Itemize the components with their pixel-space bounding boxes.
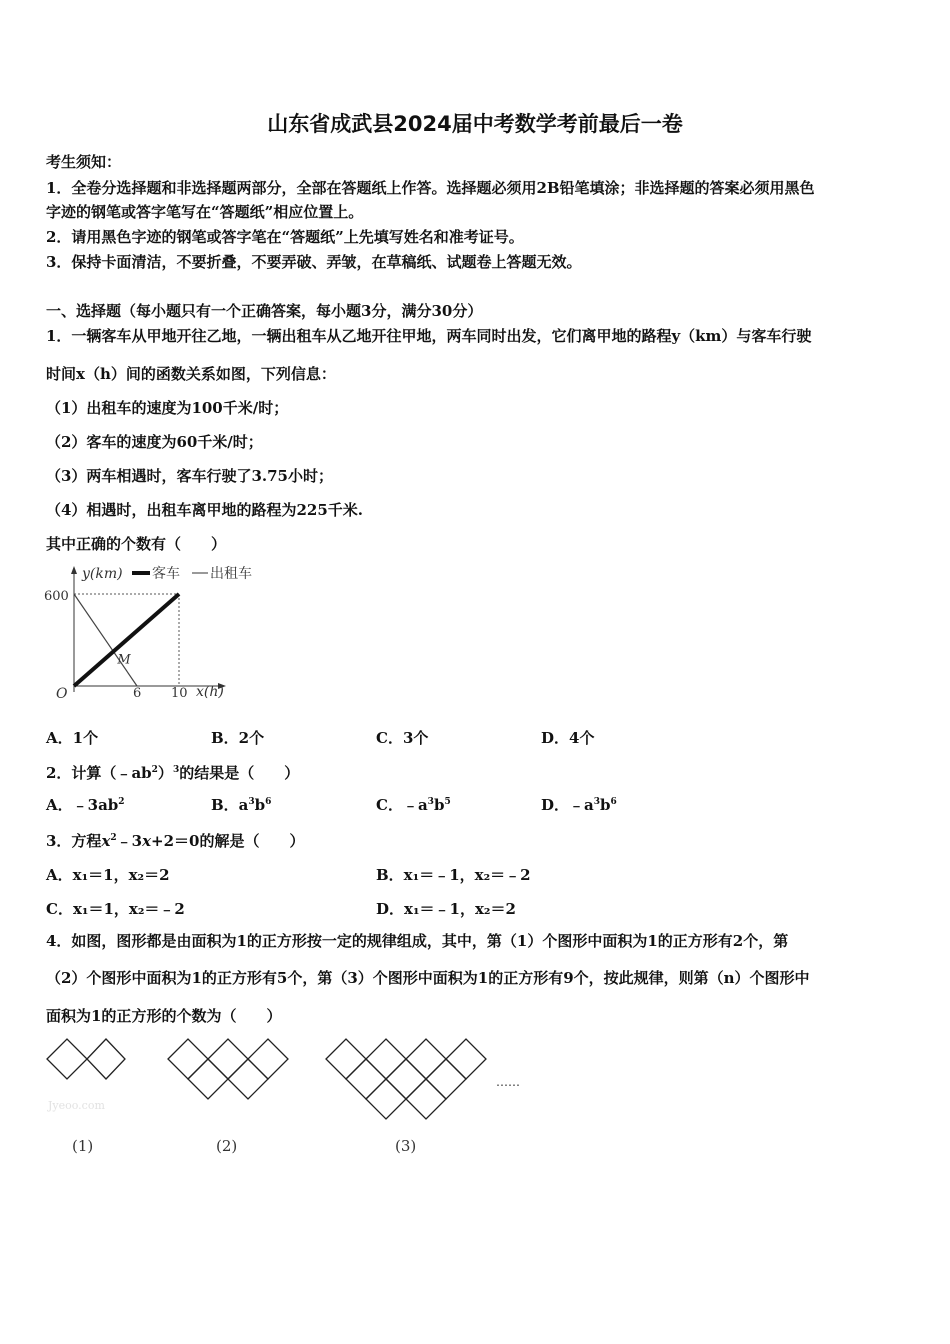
q2-option-a: A．$﹣3ab^2$ — [46, 796, 125, 814]
q1-ask: 其中正确的个数有（ ） — [46, 535, 227, 553]
q1-statement-1: （1）出租车的速度为100千米/时； — [46, 399, 289, 417]
notice-line-1b: 字迹的钢笔或答字笔写在“答题纸”相应位置上。 — [46, 203, 364, 221]
q2-option-b: B．$a^3b^6$ — [211, 796, 272, 814]
bus-line — [74, 594, 179, 686]
legend-bus-label: 客车 — [152, 566, 180, 582]
notice-heading: 考生须知： — [46, 153, 122, 171]
q3-option-a: A．x₁＝1，x₂＝2 — [46, 866, 170, 884]
notice-line-3: 3．保持卡面清洁，不要折叠，不要弄破、弄皱，在草稿纸、试题卷上答题无效。 — [46, 253, 582, 271]
q2-stem: 2．计算$(﹣ab^2)^3$的结果是（ ） — [46, 764, 300, 782]
watermark: Jyeoo.com — [48, 1099, 105, 1112]
q1-statement-3: （3）两车相遇时，客车行驶了3.75小时； — [46, 467, 333, 485]
legend-taxi-label: 出租车 — [210, 566, 252, 582]
q3-stem: 3．方程$x^2﹣3x+2=0$的解是（ ） — [46, 832, 305, 850]
x-tick-10: 10 — [171, 686, 188, 701]
q1-statement-4: （4）相遇时，出租车离甲地的路程为225千米. — [46, 501, 363, 519]
figure-2 — [168, 1039, 288, 1099]
q2-option-d: D．$﹣a^3b^6$ — [541, 796, 617, 814]
y-axis-arrow — [71, 566, 77, 574]
y-axis-label: y(km) — [82, 566, 123, 582]
q1-stem-1: 1．一辆客车从甲地开往乙地，一辆出租车从乙地开往甲地，两车同时出发，它们离甲地的路程y（km）与客车行驶 — [46, 327, 812, 345]
distance-time-chart — [40, 560, 280, 708]
notice-line-2: 2．请用黑色字迹的钢笔或答字笔在“答题纸”上先填写姓名和准考证号。 — [46, 228, 524, 246]
q1-statement-2: （2）客车的速度为60千米/时； — [46, 433, 263, 451]
q4-stem-1: 4．如图，图形都是由面积为1的正方形按一定的规律组成，其中，第（1）个图形中面积为1的正方形有2个，第 — [46, 932, 789, 950]
q1-option-c: C．3个 — [376, 729, 429, 747]
figure-3-label: (3) — [395, 1137, 417, 1155]
square-pattern-figure — [40, 1030, 540, 1160]
q3-option-c: C．x₁＝1，x₂＝﹣2 — [46, 900, 185, 918]
notice-line-1a: 1．全卷分选择题和非选择题两部分，全部在答题纸上作答。选择题必须用2B铅笔填涂；非选择题的答案必须用黑色 — [46, 179, 815, 197]
figure-2-label: (2) — [216, 1137, 238, 1155]
origin-label: O — [56, 686, 68, 702]
x-axis-label: x(h) — [196, 684, 224, 700]
y-tick-600: 600 — [44, 589, 69, 604]
q1-stem-2: 时间x（h）间的函数关系如图，下列信息： — [46, 365, 336, 383]
ellipsis: …… — [496, 1075, 520, 1089]
meeting-point-label: M — [117, 652, 131, 668]
figure-1-label: (1) — [72, 1137, 94, 1155]
figure-1 — [47, 1039, 125, 1079]
page-title: 山东省成武县2024届中考数学考前最后一卷 — [267, 112, 683, 136]
q1-option-d: D．4个 — [541, 729, 595, 747]
q3-option-b: B．x₁＝﹣1，x₂＝﹣2 — [376, 866, 531, 884]
q1-option-b: B．2个 — [211, 729, 265, 747]
x-tick-6: 6 — [133, 686, 142, 701]
q3-option-d: D．x₁＝﹣1，x₂＝2 — [376, 900, 516, 918]
section-heading: 一、选择题（每小题只有一个正确答案，每小题3分，满分30分） — [46, 302, 483, 320]
q1-option-a: A．1个 — [46, 729, 99, 747]
q4-stem-3: 面积为1的正方形的个数为（ ） — [46, 1007, 282, 1025]
q4-stem-2: （2）个图形中面积为1的正方形有5个，第（3）个图形中面积为1的正方形有9个，按此规律，则第（n）个图形中 — [46, 969, 810, 987]
figure-3 — [326, 1039, 486, 1119]
q2-option-c: C．$﹣a^3b^5$ — [376, 796, 451, 814]
